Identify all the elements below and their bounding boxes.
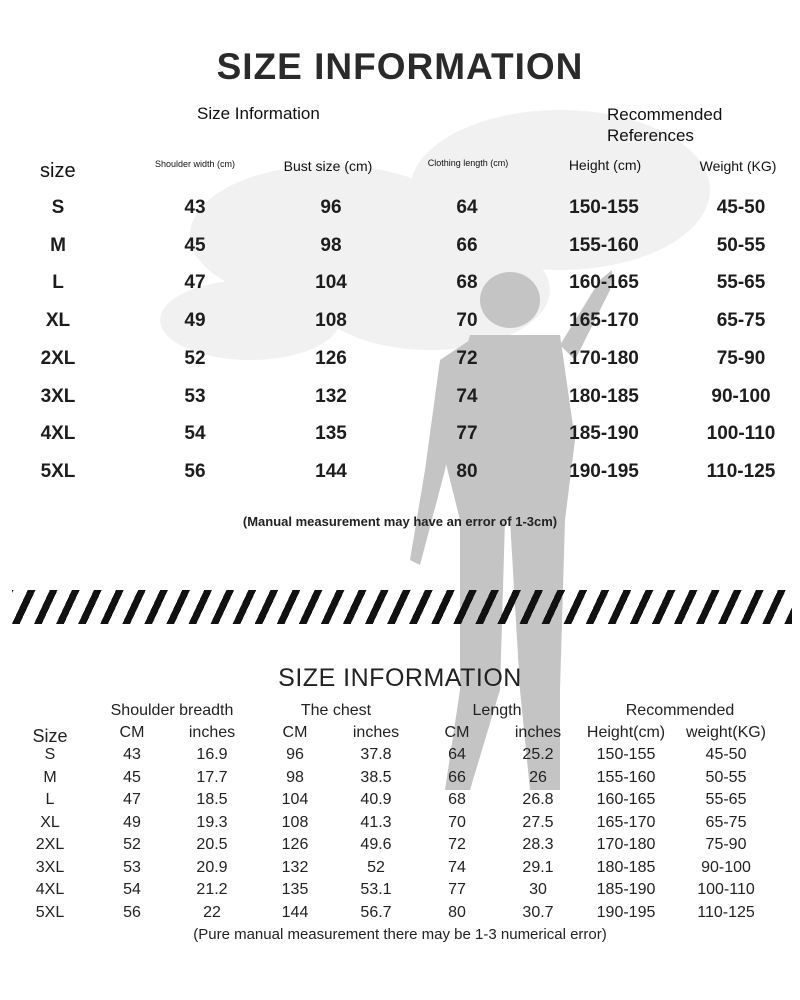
table2-cell: 29.1 bbox=[522, 858, 554, 876]
table1-cell: 126 bbox=[315, 347, 347, 369]
table1-cell: 160-165 bbox=[569, 272, 639, 294]
table1-size-cell: 4XL bbox=[40, 423, 76, 445]
table1-cell: 49 bbox=[184, 310, 206, 332]
table1-size-label: size bbox=[40, 160, 76, 182]
table2-size-cell: 2XL bbox=[35, 836, 65, 853]
table2-cell: 30.7 bbox=[522, 903, 554, 921]
table1-cell: 132 bbox=[315, 385, 347, 407]
table2-cell: 26.8 bbox=[522, 791, 554, 808]
table1-cell: 52 bbox=[184, 347, 206, 369]
table2-cell: 190-195 bbox=[596, 903, 656, 921]
table1-cell: 185-190 bbox=[569, 423, 639, 445]
table2-cell: 98 bbox=[286, 768, 304, 786]
table1-cell: 155-160 bbox=[569, 234, 639, 256]
table1-header-shoulder: Shoulder width (cm) bbox=[154, 159, 236, 169]
table2-cell: 110-125 bbox=[697, 903, 755, 921]
table1-subtitle-left: Size Information bbox=[197, 104, 320, 123]
table1-header-bust: Bust size (cm) bbox=[283, 158, 373, 174]
table1-cell: 75-90 bbox=[716, 347, 766, 369]
table2-cell: 20.9 bbox=[196, 858, 228, 876]
table2-cell: 56.7 bbox=[360, 903, 392, 921]
table2-cell: 104 bbox=[281, 791, 309, 808]
table2-size-cell: 3XL bbox=[35, 858, 65, 876]
table2-cell: 126 bbox=[281, 836, 309, 853]
table2-header-cell: weight(KG) bbox=[685, 724, 767, 741]
table2-cell: 27.5 bbox=[522, 813, 554, 831]
table2-cell: 132 bbox=[281, 858, 309, 876]
table2-cell: 180-185 bbox=[596, 858, 656, 876]
table1-cell: 50-55 bbox=[716, 234, 766, 256]
table1-header-weight: Weight (KG) bbox=[699, 158, 777, 174]
table1-cell: 144 bbox=[315, 460, 347, 482]
table2-header-cell: CM bbox=[444, 724, 470, 741]
table1-cell: 72 bbox=[456, 347, 478, 369]
table2-cell: 160-165 bbox=[596, 791, 656, 808]
table1-cell: 90-100 bbox=[711, 385, 771, 407]
table2-cell: 70 bbox=[448, 813, 466, 831]
table2-cell: 16.9 bbox=[196, 746, 228, 763]
table2-cell: 150-155 bbox=[596, 746, 656, 763]
table2-note: (Pure manual measurement there may be 1-3 numerical error) bbox=[193, 926, 607, 943]
table1-cell: 104 bbox=[315, 272, 347, 294]
table1-note: (Manual measurement may have an error of 1-3cm) bbox=[242, 514, 558, 529]
table1-size-cell: 5XL bbox=[40, 460, 76, 482]
table2-cell: 45-50 bbox=[705, 746, 747, 763]
table2-cell: 37.8 bbox=[360, 746, 392, 763]
table1-header-height: Height (cm) bbox=[568, 157, 642, 173]
table2-cell: 155-160 bbox=[596, 768, 656, 786]
table2-cell: 38.5 bbox=[360, 768, 392, 786]
table2-cell: 170-180 bbox=[596, 836, 656, 853]
table1-cell: 53 bbox=[184, 385, 206, 407]
table1-cell: 77 bbox=[456, 423, 478, 445]
table2-cell: 49.6 bbox=[360, 836, 392, 853]
table2-group-length: Length bbox=[472, 702, 522, 719]
table2-cell: 90-100 bbox=[701, 858, 751, 876]
table2-group-shoulder: Shoulder breadth bbox=[110, 702, 234, 719]
table2-cell: 68 bbox=[448, 791, 466, 808]
table1-cell: 43 bbox=[184, 197, 206, 218]
table2-cell: 53 bbox=[123, 858, 141, 876]
table2-cell: 30 bbox=[529, 881, 547, 898]
table2-cell: 100-110 bbox=[697, 881, 755, 898]
table2-cell: 22 bbox=[203, 903, 221, 921]
table1-cell: 68 bbox=[456, 272, 478, 294]
table2-header-cell: CM bbox=[119, 724, 145, 741]
table2-cell: 74 bbox=[448, 858, 466, 876]
table1-cell: 70 bbox=[456, 310, 478, 332]
table1-cell: 165-170 bbox=[569, 310, 639, 332]
table1-cell: 150-155 bbox=[569, 197, 639, 218]
table1-cell: 108 bbox=[315, 310, 347, 332]
table2-cell: 80 bbox=[448, 903, 466, 921]
table2-cell: 20.5 bbox=[196, 836, 228, 853]
table2-cell: 40.9 bbox=[360, 791, 392, 808]
table2-cell: 54 bbox=[123, 881, 141, 898]
table2-cell: 50-55 bbox=[705, 768, 747, 786]
table1-size-cell: L bbox=[52, 272, 64, 294]
table2-cell: 28.3 bbox=[522, 836, 554, 853]
table2-cell: 43 bbox=[123, 746, 141, 763]
table2-group-recommended: Recommended bbox=[625, 702, 735, 719]
table1-cell: 64 bbox=[456, 197, 478, 218]
table2-header-cell: inches bbox=[188, 724, 236, 741]
table1-cell: 47 bbox=[184, 272, 206, 294]
table2-title: SIZE INFORMATION bbox=[278, 664, 522, 692]
table2-cell: 53.1 bbox=[360, 881, 392, 898]
table1-size-cell: M bbox=[50, 234, 66, 256]
table1-cell: 190-195 bbox=[569, 460, 639, 482]
table2-size-label: Size bbox=[32, 726, 68, 746]
table1-cell: 56 bbox=[184, 460, 206, 482]
table1-cell: 170-180 bbox=[569, 347, 639, 369]
table1-cell: 96 bbox=[320, 197, 342, 218]
table1-size-cell: S bbox=[51, 197, 65, 218]
table2-header-cell: Height(cm) bbox=[586, 724, 666, 741]
table2-cell: 26 bbox=[529, 768, 547, 786]
table2-cell: 144 bbox=[281, 903, 309, 921]
table2-size-cell: S bbox=[44, 746, 56, 763]
page-title: SIZE INFORMATION bbox=[216, 46, 584, 87]
table2-cell: 75-90 bbox=[705, 836, 747, 853]
table2-cell: 96 bbox=[286, 746, 304, 763]
table1-cell: 45-50 bbox=[716, 197, 766, 218]
table1-cell: 45 bbox=[184, 234, 206, 256]
table2-size-cell: 4XL bbox=[35, 881, 65, 898]
table2-cell: 47 bbox=[123, 791, 141, 808]
table1-header-length: Clothing length (cm) bbox=[427, 158, 509, 168]
table2-cell: 25.2 bbox=[522, 746, 554, 763]
table1-cell: 74 bbox=[456, 385, 478, 407]
table2-header-cell: CM bbox=[282, 724, 308, 741]
table2-cell: 21.2 bbox=[196, 881, 228, 898]
table2-header-cell: inches bbox=[352, 724, 400, 741]
table1-cell: 100-110 bbox=[706, 423, 776, 445]
table1-cell: 66 bbox=[456, 234, 478, 256]
table2-cell: 52 bbox=[367, 858, 385, 876]
table2-size-cell: M bbox=[43, 768, 57, 786]
table1-cell: 65-75 bbox=[716, 310, 766, 332]
table2-cell: 135 bbox=[281, 881, 309, 898]
table2-cell: 64 bbox=[448, 746, 466, 763]
table2-cell: 55-65 bbox=[705, 791, 747, 808]
table1-cell: 54 bbox=[184, 423, 206, 445]
table2-cell: 49 bbox=[123, 813, 141, 831]
table1-cell: 135 bbox=[315, 423, 347, 445]
table2-cell: 41.3 bbox=[360, 813, 392, 831]
table1-size-cell: 2XL bbox=[40, 347, 76, 369]
striped-divider bbox=[12, 590, 792, 624]
table2-size-cell: 5XL bbox=[35, 903, 65, 921]
table2-cell: 185-190 bbox=[596, 881, 656, 898]
table2-cell: 65-75 bbox=[705, 813, 747, 831]
table1-cell: 80 bbox=[456, 460, 478, 482]
table1-cell: 110-125 bbox=[706, 460, 776, 482]
table2-cell: 18.5 bbox=[196, 791, 228, 808]
table2-size-cell: L bbox=[45, 791, 55, 808]
table2-cell: 19.3 bbox=[196, 813, 228, 831]
table1-subtitle-right: Recommended References bbox=[607, 105, 723, 145]
table1-cell: 55-65 bbox=[716, 272, 766, 294]
table2-cell: 165-170 bbox=[596, 813, 656, 831]
table2-cell: 108 bbox=[281, 813, 309, 831]
table2-cell: 52 bbox=[123, 836, 141, 853]
table2-cell: 72 bbox=[448, 836, 466, 853]
table1-cell: 98 bbox=[320, 234, 342, 256]
table2-cell: 56 bbox=[123, 903, 141, 921]
table2-group-chest: The chest bbox=[300, 702, 372, 719]
table1-size-cell: XL bbox=[45, 310, 71, 332]
table1-size-cell: 3XL bbox=[40, 385, 76, 407]
table2-cell: 17.7 bbox=[196, 768, 228, 786]
table2-size-cell: XL bbox=[40, 813, 60, 831]
table2-cell: 77 bbox=[448, 881, 466, 898]
table2-cell: 45 bbox=[123, 768, 141, 786]
table1-cell: 180-185 bbox=[569, 385, 639, 407]
table2-header-cell: inches bbox=[514, 724, 562, 741]
table2-cell: 66 bbox=[448, 768, 466, 786]
